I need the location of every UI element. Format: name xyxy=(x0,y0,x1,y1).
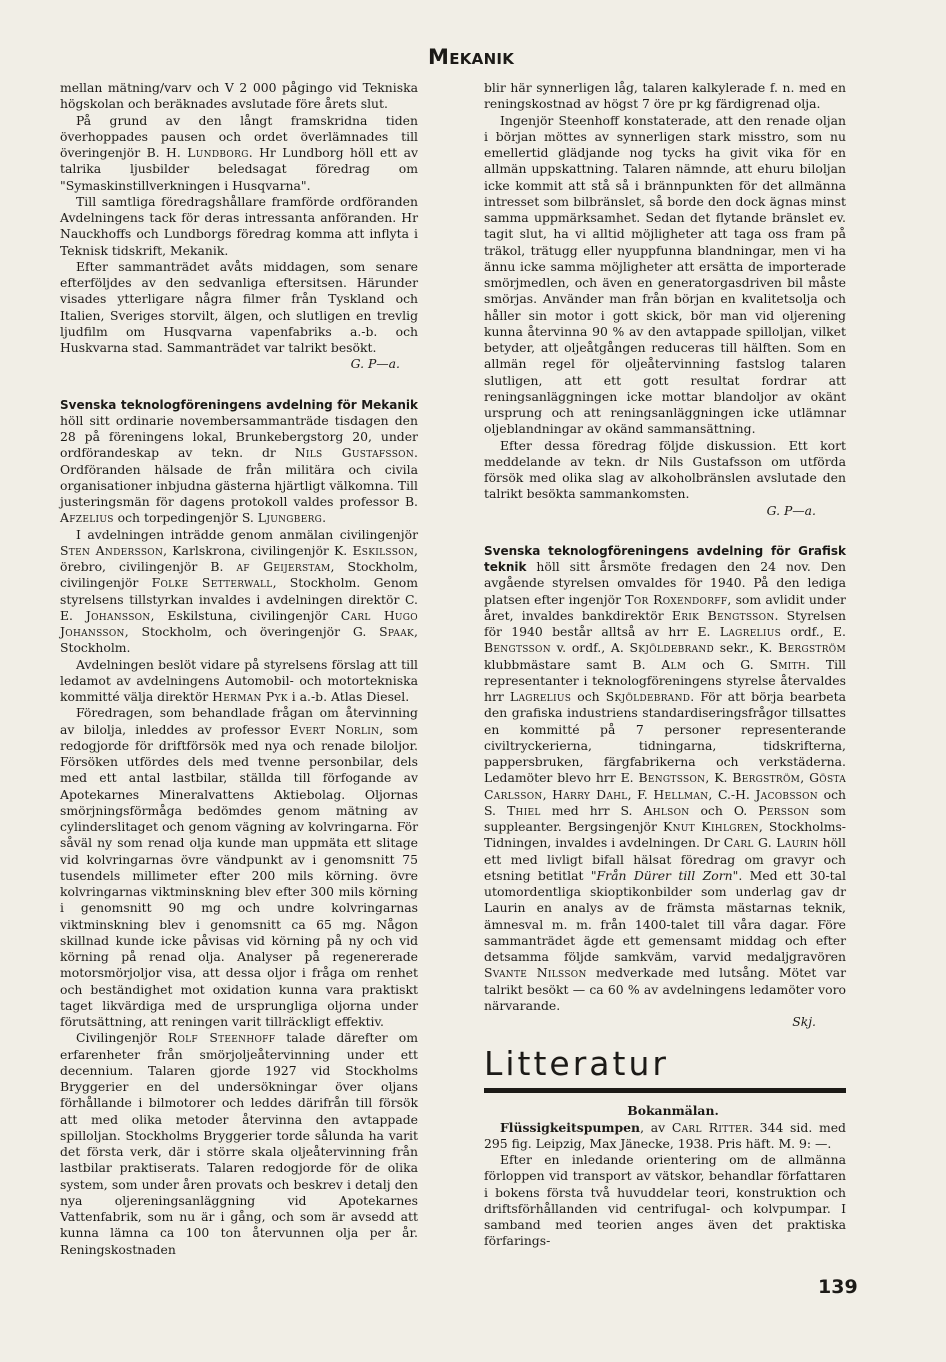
paragraph: Avdelningen beslöt vidare på styrelsens förslag att till ledamot av avdelningens Automobil- och motortekniska kommitté välja direktör Herman Pyk i a.-b. Atlas Diesel. xyxy=(60,656,418,704)
person-name: Folke Setterwall xyxy=(151,575,273,591)
person-name: Erik Bengtsson xyxy=(671,607,775,623)
heading-rule xyxy=(484,1088,846,1093)
lecture-title: "Från Dürer till Zorn" xyxy=(590,867,739,883)
person-name: Skjöldebrand xyxy=(629,640,715,656)
bokanmalan-heading: Bokanmälan. xyxy=(627,1103,719,1119)
paragraph: Till samtliga föredragshållare framförde ordföranden Avdelningens tack för deras intressanta anföranden. Hr Nauckhoffs och Lundborgs föredrag komma att inflyta i Teknisk tidskrift, Mekanik. xyxy=(60,193,418,258)
page-number: 139 xyxy=(818,1276,858,1298)
person-name: Knut Kihlgren xyxy=(663,819,759,834)
person-name: Harry Dahl xyxy=(552,786,628,802)
person-name: Evert Norlin xyxy=(289,721,380,737)
person-name: Sten Andersson xyxy=(60,542,164,558)
person-name: Svante Nilsson xyxy=(484,965,587,981)
person-name: Lundborg xyxy=(187,145,249,160)
person-name: Bergström xyxy=(732,770,801,786)
section-title-text: Mekanik xyxy=(428,45,515,69)
person-name: Nils Gustafsson xyxy=(294,445,415,461)
person-name: Johansson xyxy=(85,607,151,623)
paragraph: På grund av den långt framskridna tiden överhoppades pausen och ordet överlämnades till överingenjör B. H. Lundborg. Hr Lundborg höll ett av talrika ljusbilder beledsagat föredrag om "Symaskinstillverkningen i Husqvarna". xyxy=(60,112,418,193)
paragraph: Föredragen, som behandlade frågan om återvinning av bilolja, inleddes av professor Evert Norlin, som redogjorde för driftförsök med nya och renade biloljor. Försöken utfördes dels med tvenne personbilar, dels med ett antal lastbilar, ställda till förfogande av Apotekarnes Mineralvattens Aktiebolag. Oljornas smörjningsförmåga bedömdes genom mätning av cylinderslitaget och genom vägning av kolvringarna. För såväl ny som renad olja kunde man uppmäta ett slitage vid kolvringarnas övre vändpunkt av i genomsnitt 75 tusendels millimeter efter 200 mils körning. övre kolvringarnas viktminskning blev efter 300 mils körning i genomsnitt 90 mg och undre kolvringarnas viktminskning blev i genomsnitt ca 65 mg. Någon skillnad kunde icke påvisas vid körning på ny och vid körning på renad olja. Analyser på regenererade motorsmörjoljor visa, att dessa oljor i fråga om renhet och beständighet mot oxidation kunna vara praktiskt taget likvärdiga med de ursprungliga oljorna under förutsättning, att reningen varit tillräckligt effektiv. xyxy=(60,705,418,1029)
person-name: Hellman xyxy=(653,786,709,802)
paragraph: Civilingenjör Rolf Steenhoff talade därefter om erfarenheter från smörjoljeåtervinning under ett decennium. Talaren gjorde 1927 vid Stockholms Bryggerier en del undersökningar över oljans förhållande i bilmotorer och leddes därifrån till försök att med olika metoder återvinna den avtappade spilloljan. Stockholms Bryggerier torde sålunda ha varit det första verk, där i större skala oljeåtervinning från lastbilar praktiserats. Talaren redogjorde för de olika system, som under åren provats och beskrev i detalj den nya oljereningsanläggning vid Apotekarnes Vattenfabrik, som nu är i gång, och som är avsedd att kunna lämna ca 100 ton återvunnen olja per år. Reningskostnaden xyxy=(60,1030,418,1257)
paragraph: Efter sammanträdet avåts middagen, som senare efterföljdes av den sedvanliga eftersitsen. Härunder visades ytterligare några filmer från Tyskland och Italien, Sveriges storvilt, älgen, och slutligen en trevlig ljudfilm om Husqvarna vapenfabriks a.-b. och Huskvarna stad. Sammanträdet var talrikt besökt. xyxy=(60,258,418,355)
person-name: Smith xyxy=(769,656,807,672)
section-title xyxy=(428,44,514,70)
person-name: Herman Pyk xyxy=(212,689,288,704)
person-name: Gösta Carlsson xyxy=(484,770,847,802)
book-title: Flüssigkeitspumpen xyxy=(500,1119,641,1135)
paragraph: I avdelningen inträdde genom anmälan civilingenjör Sten Andersson, Karlskrona, civilingenjör K. Eskilsson, örebro, civilingenjör B. af Geijerstam, Stockholm, civilingenjör Folke Setterwall, Stockholm. Genom styrelsens tillstyrkan invaldes i avdelningen direktör C. E. Johansson, Eskilstuna, civilingenjör Carl Hugo Johansson, Stockholm, och överingenjör G. Spaak, Stockholm. xyxy=(60,526,419,656)
report-lead: Svenska teknologföreningens avdelning för Grafisk teknik xyxy=(484,543,846,574)
paragraph: blir här synnerligen låg, talaren kalkylerade f. n. med en reningskostnad av högst 7 öre pr kg färdigrenad olja. xyxy=(484,80,846,112)
paragraph: Efter en inledande orientering om de allmänna förloppen vid transport av vätskor, behandlar författaren i bokens första två huvuddelar teori, konstruktion och driftsförhållanden vid centrifugal- och kolvpumpar. I samband med teorien anges även det praktiska förfarings- xyxy=(484,1152,846,1249)
person-name: Afzelius xyxy=(60,510,114,526)
paragraph-report-mekanik: Svenska teknologföreningens avdelning för Mekanik höll sitt ordinarie novembersammanträde tisdagen den 28 på föreningens lokal, Brunkebergstorg 20, under ordförandeskap av tekn. dr Nils Gustafsson. Ordföranden hälsade de från militära och civila organisationer inbjudna gästerna hjärtligt välkomna. Till justeringsmän för dagens protokoll valdes professor B. Afzelius och torpedingenjör S. Ljungberg. xyxy=(60,397,418,526)
person-name: Spaak xyxy=(379,624,415,639)
signature: G. P—a. xyxy=(350,356,400,372)
paragraph: mellan mätning/varv och V 2 000 pågingo vid Tekniska högskolan och beräknades avslutade före årets slut. xyxy=(60,80,418,112)
book-reference: Flüssigkeitspumpen, av Carl Ritter. 344 sid. med 295 fig. Leipzig, Max Jänecke, 1938. Pris häft. M. 9: —. xyxy=(484,1119,846,1151)
person-name: Jacobsson xyxy=(755,786,818,802)
person-name: Persson xyxy=(758,802,810,818)
person-name: Tor Roxendorff xyxy=(625,591,728,607)
paragraph: Ingenjör Steenhoff konstaterade, att den renade oljan i början möttes av synnerligen stark misstro, som nu emellertid glädjande nog tycks ha givit vika för en allmän uppskattning. Talaren nämnde, att ehuru biloljan icke kommit att stå så i brännpunkten för det allmänna intresset som bilbränslet, så borde den dock ägnas minst samma uppmärksamhet. Sedan det flytande bränslet ev. tagit slut, ha vi alltid möjligheter att taga oss fram på träkol, trätugg eller nyuppfunna blandningar, men vi ha ännu icke samma möjligheter att ersätta de importerade smörjmedlen, och även en generatorgasdriven bil måste smörjas. Använder man från början en kvalitetsolja och håller sin motor i gott skick, bör man vid oljerening kunna återvinna 90 % av den avtappade spilloljan, vilket betyder, att oljeåtgången reduceras till hälften. Som en allmän regel för oljeåtervinning fastslog talaren slutligen, att ett gott resultat fordrar att reningsanläggningen icke mottar blandoljor av okänt ursprung och att reningsanläggningen icke utlämnar oljeblandningar av okänd sammansättning. xyxy=(484,112,846,437)
person-name: Bengtsson xyxy=(638,770,706,786)
person-name: Carl Hugo Johansson xyxy=(60,607,418,639)
person-name: Alm xyxy=(661,656,687,672)
person-name: Lagrelius xyxy=(509,689,572,704)
person-name: Skjöldebrand xyxy=(605,689,691,704)
person-name: Bergström xyxy=(778,640,846,656)
left-column xyxy=(60,80,418,1258)
person-name: Ljungberg xyxy=(257,510,323,526)
right-column xyxy=(484,80,846,1250)
person-name: Carl G. Laurin xyxy=(723,835,819,851)
paragraph: Efter dessa föredrag följde diskussion. Ett kort meddelande av tekn. dr Nils Gustafsson om utförda försök med olika slag av alkoholbränslen avslutade den talrikt besökta sammankomsten. xyxy=(484,437,846,502)
report-lead: Svenska teknologföreningens avdelning för Mekanik xyxy=(60,397,418,412)
person-name: af Geijerstam xyxy=(236,559,331,574)
paragraph-report-grafisk: Svenska teknologföreningens avdelning för Grafisk teknik höll sitt årsmöte fredagen den 24 nov. Den avgående styrelsen omvaldes för 1940. På den lediga platsen efter ingenjör Tor Roxendorff, som avlidit under året, invaldes bankdirektör Erik Bengtsson. Styrelsen för 1940 består alltså av hrr E. Lagrelius ordf., E. Bengtsson v. ordf., A. Skjöldebrand sekr., K. Bergström klubbmästare samt B. Alm och G. Smith. Till representanter i teknologföreningens styrelse återvaldes hrr Lagrelius och Skjöldebrand. För att börja bearbeta den grafiska industriens standardiseringsfrågor tillsattes en kommitté på 7 personer representerande civiltryckerierna, tidningarna, tidskrifterna, pappersbruken, färgfabrikerna och verkstäderna. Ledamöter blevo hrr E. Bengtsson, K. Bergström, Gösta Carlsson, Harry Dahl, F. Hellman, C.-H. Jacobsson och S. Thiel med hrr S. Ahlson och O. Persson som suppleanter. Bergsingenjör Knut Kihlgren, Stockholms-Tidningen, invaldes i avdelningen. Dr Carl G. Laurin höll ett med livligt bifall hälsat föredrag om gravyr och etsning betitlat "Från Dürer till Zorn". Med ett 30-tal utomordentliga skioptikonbilder som underlag gav dr Laurin en analys av de främsta mästarnas teknik, ämnesval m. m. från 1400-talet till våra dagar. Före sammanträdet ägde ett gemensamt middag och efter detsamma följde samkväm, varvid medaljgravören Svante Nilsson medverkade med lutsång. Mötet var talrikt besökt — ca 60 % av avdelningens ledamöter voro närvarande. xyxy=(484,543,847,1013)
person-name: Rolf Steenhoff xyxy=(167,1030,276,1046)
person-name: Thiel xyxy=(506,802,541,818)
person-name: Lagrelius xyxy=(719,624,782,639)
signature: G. P—a. xyxy=(766,502,816,518)
litteratur-heading: Litteratur xyxy=(484,1044,669,1084)
person-name: Eskilsson xyxy=(352,542,415,558)
person-name: Bengtsson xyxy=(484,640,551,656)
book-author: Carl Ritter xyxy=(671,1119,750,1135)
signature: Skj. xyxy=(792,1014,816,1029)
person-name: Ahlson xyxy=(643,802,690,818)
